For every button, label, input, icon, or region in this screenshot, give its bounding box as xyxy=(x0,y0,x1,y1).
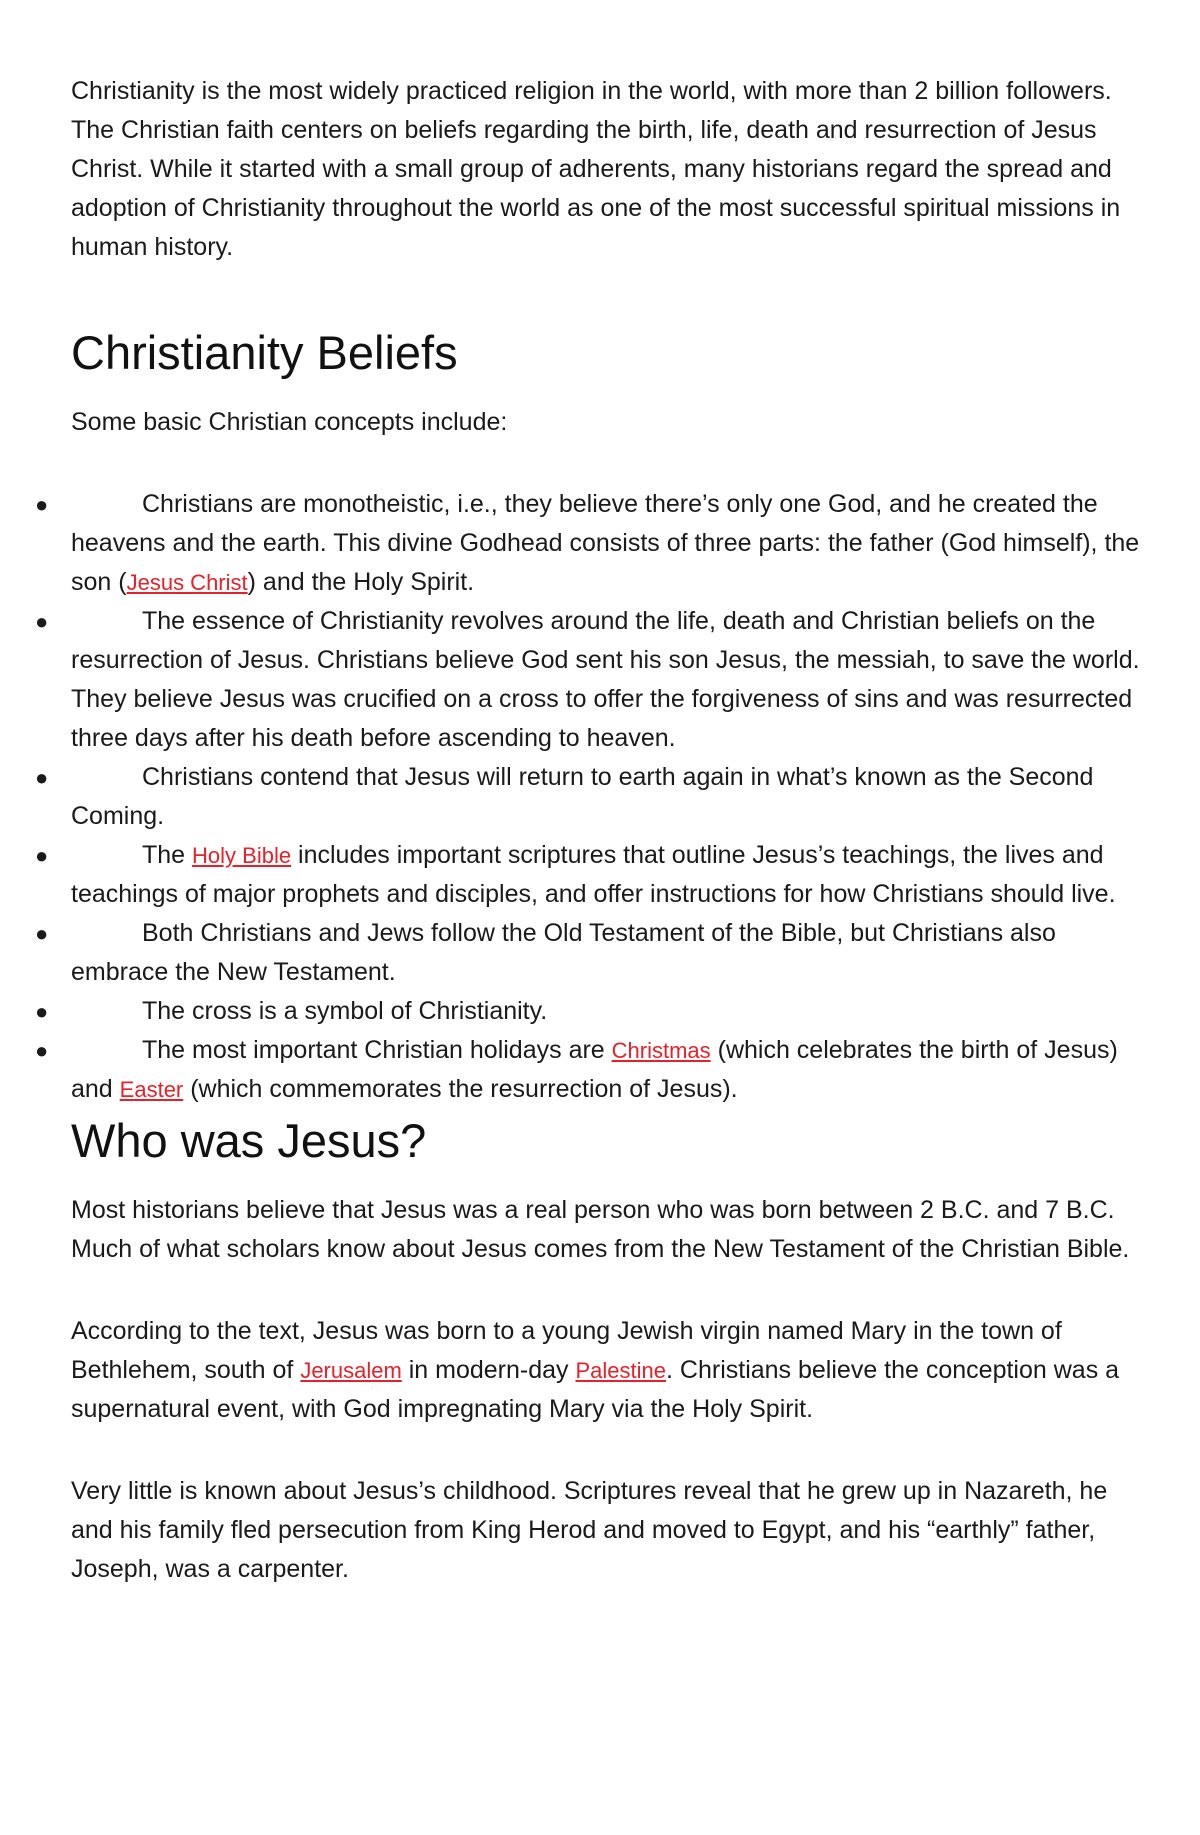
list-item xyxy=(35,914,1151,992)
list-item xyxy=(35,992,1151,1031)
paragraph-text: in modern-day xyxy=(401,1356,576,1384)
paragraph-text: . Christians believe the conception was a supernatural event, with God impregnating Mary via the Holy Spirit. xyxy=(71,1356,1120,1423)
section-heading-beliefs: Christianity Beliefs xyxy=(71,326,458,379)
palestine-link[interactable]: Palestine xyxy=(575,1358,667,1383)
jesus-christ-link[interactable]: Jesus Christ xyxy=(126,570,248,595)
list-item xyxy=(35,836,1151,914)
beliefs-list xyxy=(35,485,1151,1109)
list-item-text: (which commemorates the resurrection of Jesus). xyxy=(183,1075,738,1103)
jesus-paragraph-3: Very little is known about Jesus’s childhood. Scriptures reveal that he grew up in Nazareth, he and his family fled persecution from King Herod and moved to Egypt, and his “earthly” father, Joseph, was a carpenter. xyxy=(71,1477,1108,1583)
list-item-text: Christians contend that Jesus will return to earth again in what’s known as the Second Coming. xyxy=(71,763,1094,830)
holy-bible-link[interactable]: Holy Bible xyxy=(192,843,292,868)
list-item-text: Both Christians and Jews follow the Old Testament of the Bible, but Christians also embrace the New Testament. xyxy=(71,919,1056,986)
bullet-icon: ● xyxy=(35,921,49,946)
beliefs-lead: Some basic Christian concepts include: xyxy=(71,408,508,436)
intro-paragraph: Christianity is the most widely practiced religion in the world, with more than 2 billion followers. The Christian faith centers on beliefs regarding the birth, life, death and resurrection of Jesus Christ. While it started with a small group of adherents, many historians regard the spread and adoption of Christianity throughout the world as one of the most successful spiritual missions in human history. xyxy=(71,77,1121,261)
document-page xyxy=(35,72,1151,1589)
bullet-icon: ● xyxy=(35,609,49,634)
easter-link[interactable]: Easter xyxy=(119,1077,184,1102)
list-item xyxy=(35,485,1151,602)
bullet-icon: ● xyxy=(35,492,49,517)
list-item-text: ) and the Holy Spirit. xyxy=(247,568,475,596)
jerusalem-link[interactable]: Jerusalem xyxy=(300,1358,402,1383)
list-item-text: (which celebrates the birth of Jesus) and xyxy=(71,1036,1118,1103)
list-item-text: The cross is a symbol of Christianity. xyxy=(142,997,548,1025)
list-item-text: The essence of Christianity revolves around the life, death and Christian beliefs on the resurrection of Jesus. Christians believe God sent his son Jesus, the messiah, to save the world. They believe Jesus was crucified on a cross to offer the forgiveness of sins and was resurrected three days after his death before ascending to heaven. xyxy=(71,607,1140,752)
paragraph-text: According to the text, Jesus was born to a young Jewish virgin named Mary in the town of Bethlehem, south of xyxy=(71,1317,1062,1384)
list-item xyxy=(35,758,1151,836)
bullet-icon: ● xyxy=(35,999,49,1024)
list-item xyxy=(35,602,1151,758)
list-item-text: The xyxy=(142,841,193,869)
bullet-icon: ● xyxy=(35,765,49,790)
jesus-paragraph-2 xyxy=(71,1312,1151,1429)
bullet-icon: ● xyxy=(35,1038,49,1063)
section-heading-jesus: Who was Jesus? xyxy=(71,1114,427,1167)
jesus-paragraph-1: Most historians believe that Jesus was a real person who was born between 2 B.C. and 7 B.C. Much of what scholars know about Jesus comes from the New Testament of the Christian Bible. xyxy=(71,1196,1130,1263)
christmas-link[interactable]: Christmas xyxy=(611,1038,711,1063)
list-item-text: Christians are monotheistic, i.e., they believe there’s only one God, and he created the heavens and the earth. This divine Godhead consists of three parts: the father (God himself), the son ( xyxy=(71,490,1140,596)
list-item-text: includes important scriptures that outline Jesus’s teachings, the lives and teachings of major prophets and disciples, and offer instructions for how Christians should live. xyxy=(71,841,1116,908)
list-item-text: The most important Christian holidays are xyxy=(142,1036,612,1064)
list-item xyxy=(35,1031,1151,1109)
bullet-icon: ● xyxy=(35,843,49,868)
